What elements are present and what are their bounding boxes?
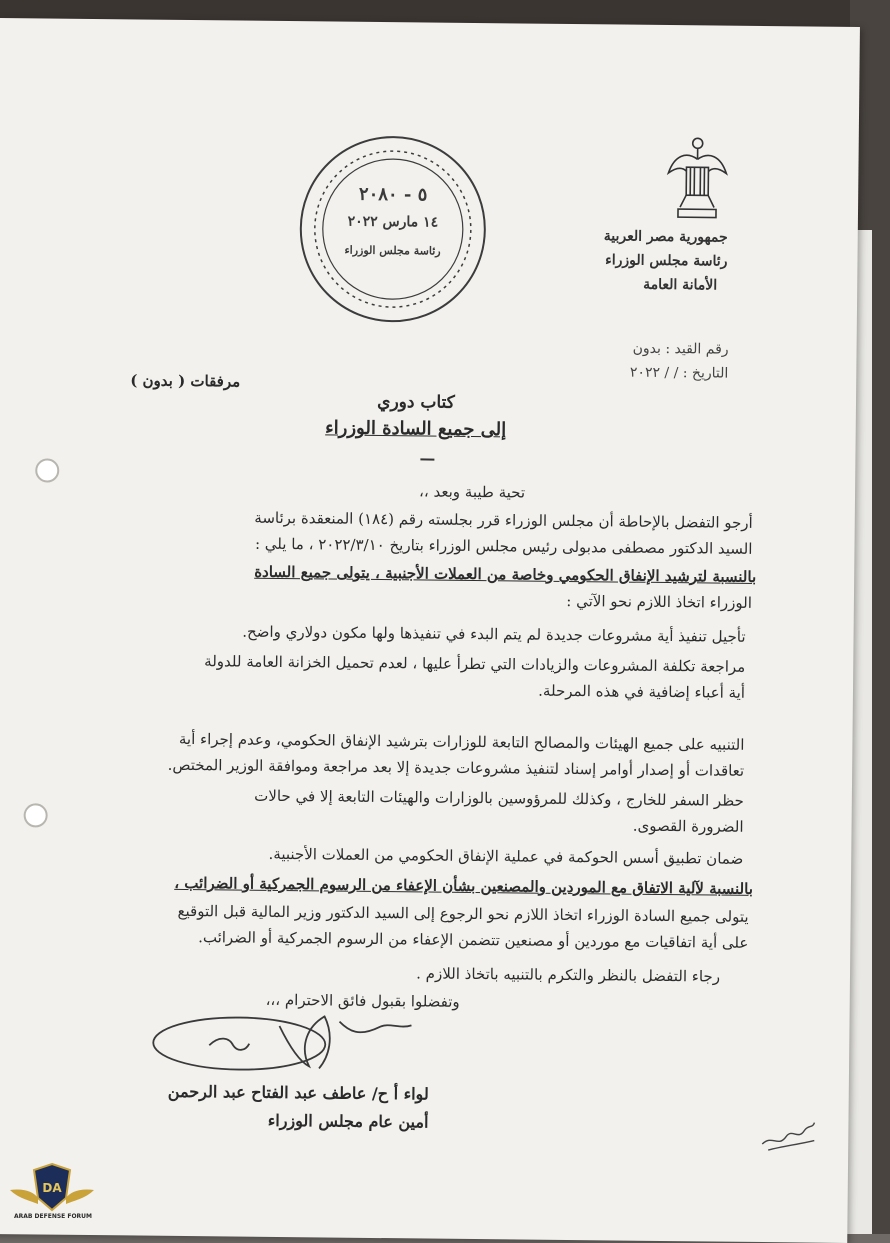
bullet-item-continued: أية أعباء إضافية في هذه المرحلة.	[538, 681, 746, 702]
seal-number: ٥ - ٢٠٨٠	[358, 183, 428, 206]
record-number: رقم القيد : بدون	[632, 340, 729, 358]
logo-text: ARAB DEFENSE FORUM	[13, 1213, 93, 1220]
handwritten-signature-icon	[149, 1005, 420, 1078]
attachments-note: مرفقات ( بدون )	[130, 371, 241, 391]
initials-scribble-icon	[758, 1114, 818, 1155]
punch-hole	[35, 458, 59, 482]
bullet-item-continued: الضرورة القصوى.	[632, 816, 744, 836]
document-page	[0, 18, 860, 1243]
paragraph-line: على أية اتفاقيات مع موردين أو مصنعين تتضمن الإعفاء من الرسوم الجمركية أو الضرائب.	[198, 928, 749, 952]
signatory-title: أمين عام مجلس الوزراء	[267, 1110, 429, 1132]
reference-block	[558, 336, 728, 386]
bullet-item: مراجعة تكلفة المشروعات والزيادات التي تطرأ عليها ، لعدم تحميل الخزانة العامة للدولة	[204, 652, 746, 676]
paragraph-line: أرجو التفضل بالإحاطة أن مجلس الوزراء قرر بجلسته رقم (١٨٤) المنعقدة برئاسة	[254, 508, 753, 532]
bullet-item: تأجيل تنفيذ أية مشروعات جديدة لم يتم البدء في تنفيذها ولها مكون دولاري واضح.	[242, 622, 746, 646]
circular-title: كتاب دوري	[377, 391, 455, 413]
paragraph-line: يتولى جميع السادة الوزراء اتخاذ اللازم نحو الرجوع إلى السيد الدكتور وزير المالية قبل التوقيع	[177, 901, 749, 926]
paragraph-line: السيد الدكتور مصطفى مدبولى رئيس مجلس الوزراء بتاريخ ٢٠٢٢/٣/١٠ ، ما يلي :	[254, 534, 753, 558]
closing-regards: وتفضلوا بقبول فائق الاحترام ،،،	[265, 990, 460, 1011]
section-heading-spending: بالنسبة لترشيد الإنفاق الحكومي وخاصة من العملات الأجنبية ، يتولى جميع السادة	[254, 562, 757, 586]
bullet-item: حظر السفر للخارج ، وكذلك للمرؤوسين بالوزارات والهيئات التابعة إلا في حالات	[254, 786, 744, 810]
letterhead	[577, 224, 728, 298]
bullet-item-continued: تعاقدات أو إصدار أوامر إسناد لتنفيذ مشروعات جديدة إلا بعد مراجعة وموافقة الوزير المختص.	[167, 755, 745, 780]
addressee-title: إلى جميع السادة الوزراء	[325, 417, 507, 441]
paragraph-line: الوزراء اتخاذ اللازم نحو الآتي :	[566, 591, 753, 612]
seal-label: رئاسة مجلس الوزراء	[344, 243, 441, 258]
closing-request: رجاء التفضل بالنظر والتكرم بالتنبيه باتخاذ اللازم .	[416, 964, 721, 986]
signatory-name: لواء أ ح/ عاطف عبد الفتاح عبد الرحمن	[167, 1081, 429, 1104]
bullet-item: ضمان تطبيق أسس الحوكمة في عملية الإنفاق الحكومي من العملات الأجنبية.	[268, 844, 744, 868]
punch-hole	[24, 803, 48, 827]
eagle-emblem-icon	[666, 133, 729, 222]
title-divider	[420, 458, 434, 460]
logo-initials: DA	[42, 1181, 62, 1195]
document-date: التاريخ : / / ٢٠٢٢	[629, 364, 729, 382]
office-name: رئاسة مجلس الوزراء	[605, 252, 728, 270]
secretariat-name: الأمانة العامة	[643, 276, 718, 294]
seal-date: ١٤ مارس ٢٠٢٢	[347, 213, 439, 231]
country-name: جمهورية مصر العربية	[603, 228, 728, 246]
section-heading-exemptions: بالنسبة لآلية الاتفاق مع الموردين والمصنعين بشأن الإعفاء من الرسوم الجمركية أو الضرائب ،	[174, 873, 754, 898]
greeting: تحية طيبة وبعد ،،	[418, 482, 526, 502]
bullet-item: التنبيه على جميع الهيئات والمصالح التابعة للوزارات بترشيد الإنفاق الحكومي، وعدم إجراء أية	[178, 729, 745, 754]
